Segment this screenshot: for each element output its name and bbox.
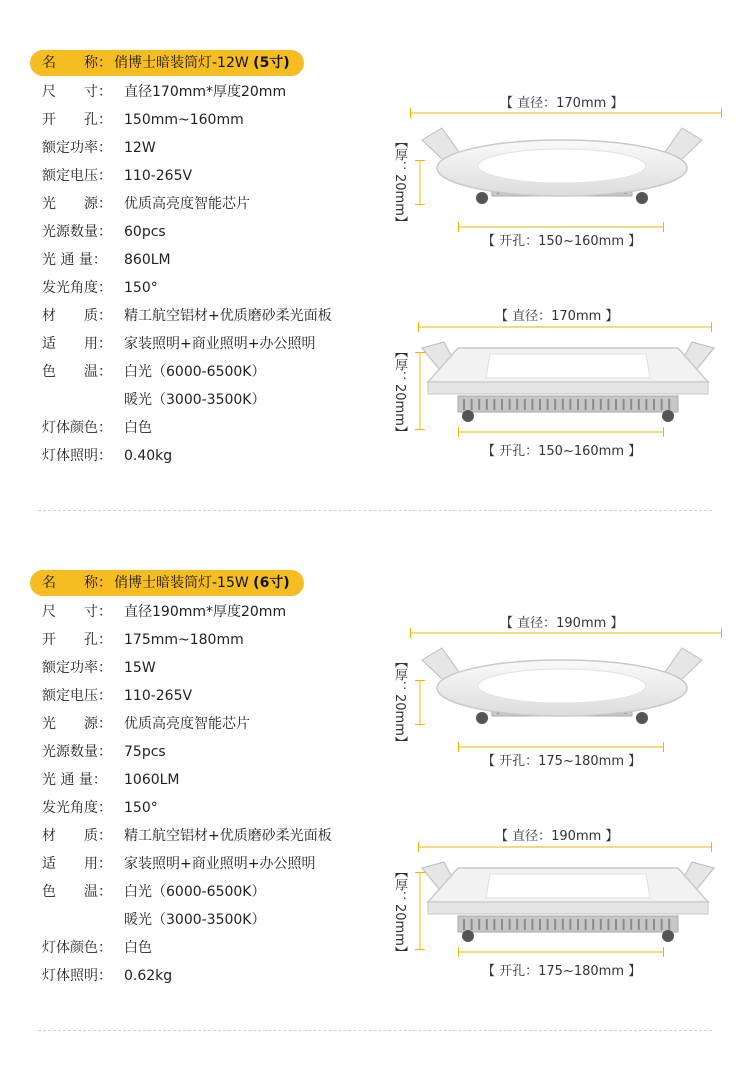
spec-value: 优质高亮度智能芯片: [124, 716, 250, 732]
spec-value: 15W: [124, 660, 156, 676]
spec-row: [42, 910, 266, 930]
spec-value: 白光（6000-6500K）: [124, 884, 266, 900]
spec-key: 光源数量：: [42, 224, 112, 240]
dimension-line: [418, 842, 712, 852]
round-cutout-label: 【 开孔：175~180mm 】: [482, 754, 642, 769]
thickness-dimension-line: [415, 160, 425, 205]
spec-key: 灯体颜色：: [42, 420, 112, 436]
spec-row: [42, 966, 172, 986]
spec-row: [42, 882, 266, 902]
spec-row: [42, 334, 315, 354]
spec-value: 0.62kg: [124, 968, 173, 984]
square-thickness-label: 【厚：20mm】: [392, 865, 407, 959]
spec-row: [42, 418, 152, 438]
spec-value: 家装照明+商业照明+办公照明: [124, 336, 316, 352]
spec-key: 灯体颜色：: [42, 940, 112, 956]
square-diameter-label: 【 直径：170mm 】: [495, 309, 619, 324]
spec-row: [42, 194, 250, 214]
spec-key: 发光角度：: [42, 800, 112, 816]
spec-key: 发光角度：: [42, 280, 112, 296]
product-size-tag: (6寸): [253, 575, 290, 591]
spec-key: 额定电压：: [42, 168, 112, 184]
spec-key: 灯体照明：: [42, 968, 112, 984]
spec-row: [42, 742, 166, 762]
spec-value: 直径170mm*厚度20mm: [124, 84, 287, 100]
spec-row: [42, 798, 158, 818]
spec-key: 适 用：: [42, 336, 112, 352]
spec-value: 150°: [124, 280, 158, 296]
dimension-line: [458, 947, 664, 957]
thickness-dimension-line: [415, 872, 425, 950]
round-panel-light-image: [412, 648, 712, 738]
spec-row: [42, 770, 180, 790]
round-thickness-label: 【厚：20mm】: [392, 135, 407, 229]
spec-row: [42, 938, 152, 958]
spec-row: [42, 658, 156, 678]
spec-value: 1060LM: [124, 772, 180, 788]
spec-value: 直径190mm*厚度20mm: [124, 604, 287, 620]
spec-row: [42, 82, 286, 102]
product-section: [0, 520, 750, 1040]
round-diameter-label: 【 直径：190mm 】: [500, 616, 624, 631]
spec-key: 尺 寸：: [42, 604, 112, 620]
spec-row: [42, 362, 266, 382]
spec-row: [42, 826, 332, 846]
spec-value: 暖光（3000-3500K）: [124, 392, 266, 408]
spec-row: [42, 250, 171, 270]
spec-value: 精工航空铝材+优质磨砂柔光面板: [124, 828, 332, 844]
spec-value: 家装照明+商业照明+办公照明: [124, 856, 316, 872]
spec-key: 光源数量：: [42, 744, 112, 760]
thickness-dimension-line: [415, 680, 425, 725]
square-panel-light-image: [418, 342, 718, 432]
spec-value: 暖光（3000-3500K）: [124, 912, 266, 928]
spec-row: [42, 390, 266, 410]
spec-key: 额定功率：: [42, 660, 112, 676]
product-name-value: 俏博士暗装筒灯-12W: [114, 55, 249, 71]
spec-key: 光 通 量：: [42, 252, 107, 268]
spec-key: 材 质：: [42, 308, 112, 324]
spec-row: [42, 714, 250, 734]
spec-value: 75pcs: [124, 744, 166, 760]
product-name-banner: [30, 570, 304, 596]
spec-row: [42, 854, 315, 874]
spec-key: 额定电压：: [42, 688, 112, 704]
spec-row: [42, 222, 166, 242]
spec-value: 150°: [124, 800, 158, 816]
spec-value: 60pcs: [124, 224, 166, 240]
round-thickness-label: 【厚：20mm】: [392, 655, 407, 749]
square-cutout-label: 【 开孔：175~180mm 】: [482, 964, 642, 979]
spec-row: [42, 138, 156, 158]
section-divider: [38, 1030, 712, 1031]
square-cutout-label: 【 开孔：150~160mm 】: [482, 444, 642, 459]
dimension-line: [458, 427, 664, 437]
round-panel-light-image: [412, 128, 712, 218]
spec-row: [42, 602, 286, 622]
spec-key: 光 源：: [42, 716, 112, 732]
spec-value: 860LM: [124, 252, 171, 268]
square-panel-light-image: [418, 862, 718, 952]
square-thickness-label: 【厚：20mm】: [392, 345, 407, 439]
dimension-line: [410, 628, 722, 638]
product-section: [0, 0, 750, 520]
round-cutout-label: 【 开孔：150~160mm 】: [482, 234, 642, 249]
spec-row: [42, 278, 158, 298]
thickness-dimension-line: [415, 352, 425, 430]
spec-value: 0.40kg: [124, 448, 173, 464]
spec-key: 适 用：: [42, 856, 112, 872]
section-divider: [38, 510, 712, 511]
spec-value: 白色: [124, 940, 152, 956]
spec-row: [42, 306, 332, 326]
spec-key: 色 温：: [42, 884, 112, 900]
spec-row: [42, 166, 192, 186]
spec-value: 优质高亮度智能芯片: [124, 196, 250, 212]
spec-value: 白色: [124, 420, 152, 436]
spec-value: 白光（6000-6500K）: [124, 364, 266, 380]
product-size-tag: (5寸): [253, 55, 290, 71]
spec-key: 开 孔：: [42, 112, 112, 128]
dimension-line: [418, 322, 712, 332]
spec-value: 精工航空铝材+优质磨砂柔光面板: [124, 308, 332, 324]
spec-value: 110-265V: [124, 688, 193, 704]
spec-key: 色 温：: [42, 364, 112, 380]
spec-value: 150mm~160mm: [124, 112, 244, 128]
spec-value: 12W: [124, 140, 156, 156]
spec-row: [42, 446, 172, 466]
spec-key: 材 质：: [42, 828, 112, 844]
spec-row: [42, 630, 244, 650]
spec-value: 175mm~180mm: [124, 632, 244, 648]
spec-key: 灯体照明：: [42, 448, 112, 464]
dimension-line: [410, 108, 722, 118]
spec-key: 额定功率：: [42, 140, 112, 156]
spec-key: 光 源：: [42, 196, 112, 212]
product-name-key: 名 称：: [42, 575, 112, 591]
product-name-value: 俏博士暗装筒灯-15W: [114, 575, 249, 591]
square-diameter-label: 【 直径：190mm 】: [495, 829, 619, 844]
spec-key: 光 通 量：: [42, 772, 107, 788]
product-name-key: 名 称：: [42, 55, 112, 71]
spec-key: 开 孔：: [42, 632, 112, 648]
spec-row: [42, 110, 244, 130]
product-name-banner: [30, 50, 304, 76]
spec-row: [42, 686, 192, 706]
spec-key: 尺 寸：: [42, 84, 112, 100]
round-diameter-label: 【 直径：170mm 】: [500, 96, 624, 111]
spec-value: 110-265V: [124, 168, 193, 184]
